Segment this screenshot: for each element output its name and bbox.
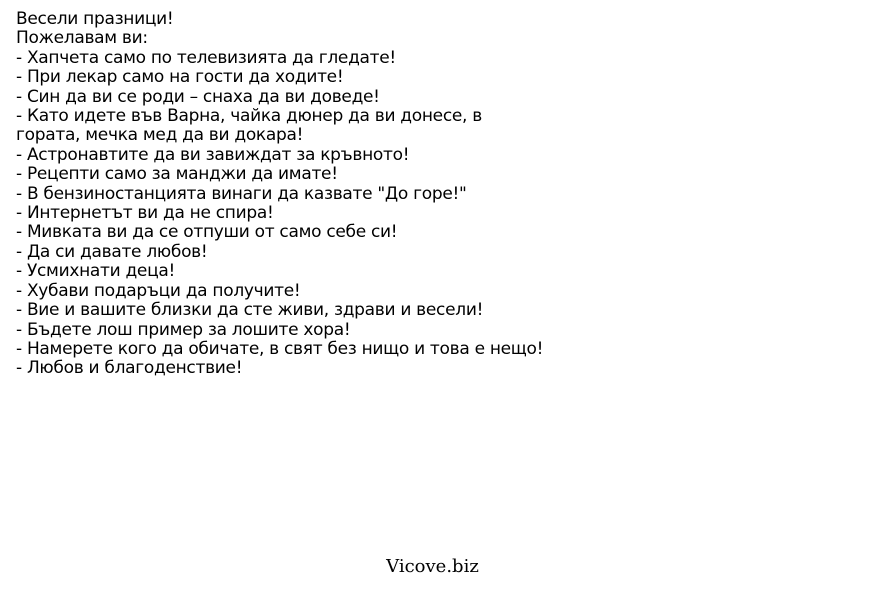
wish-line: - Мивката ви да се отпуши от само себе си!	[16, 222, 398, 243]
wish-line: - Син да ви се роди – снаха да ви доведе!	[16, 86, 380, 107]
wish-line: - Рецепти само за манджи да имате!	[16, 164, 338, 185]
site-watermark: Vicove.biz	[386, 556, 479, 577]
wish-line: - Хубави подаръци да получите!	[16, 280, 301, 301]
greeting-title: Весели празници!	[16, 9, 174, 29]
wish-line: - Намерете кого да обичате, в свят без нищо и това е нещо!	[16, 338, 544, 359]
greeting-text	[16, 10, 546, 379]
wish-line: - При лекар само на гости да ходите!	[16, 67, 344, 88]
wish-line: - Астронавтите да ви завиждат за кръвното!	[16, 144, 410, 165]
wish-line: - Интернетът ви да не спира!	[16, 203, 274, 224]
wish-line: - Усмихнати деца!	[16, 261, 175, 282]
wish-line: - Вие и вашите близки да сте живи, здрави и весели!	[16, 300, 484, 321]
wish-line: - Любов и благоденствие!	[16, 358, 243, 379]
wish-line: - Хапчета само по телевизията да гледате!	[16, 47, 396, 68]
wish-line: - Като идете във Варна, чайка дюнер да ви донесе, в гората, мечка мед да ви докара!	[16, 106, 488, 146]
wish-line: - В бензиностанцията винаги да казвате "До горе!"	[16, 183, 467, 204]
wish-line: - Бъдете лош пример за лошите хора!	[16, 319, 351, 340]
wish-line: - Да си давате любов!	[16, 241, 208, 262]
intro-line: Пожелавам ви:	[16, 28, 148, 49]
